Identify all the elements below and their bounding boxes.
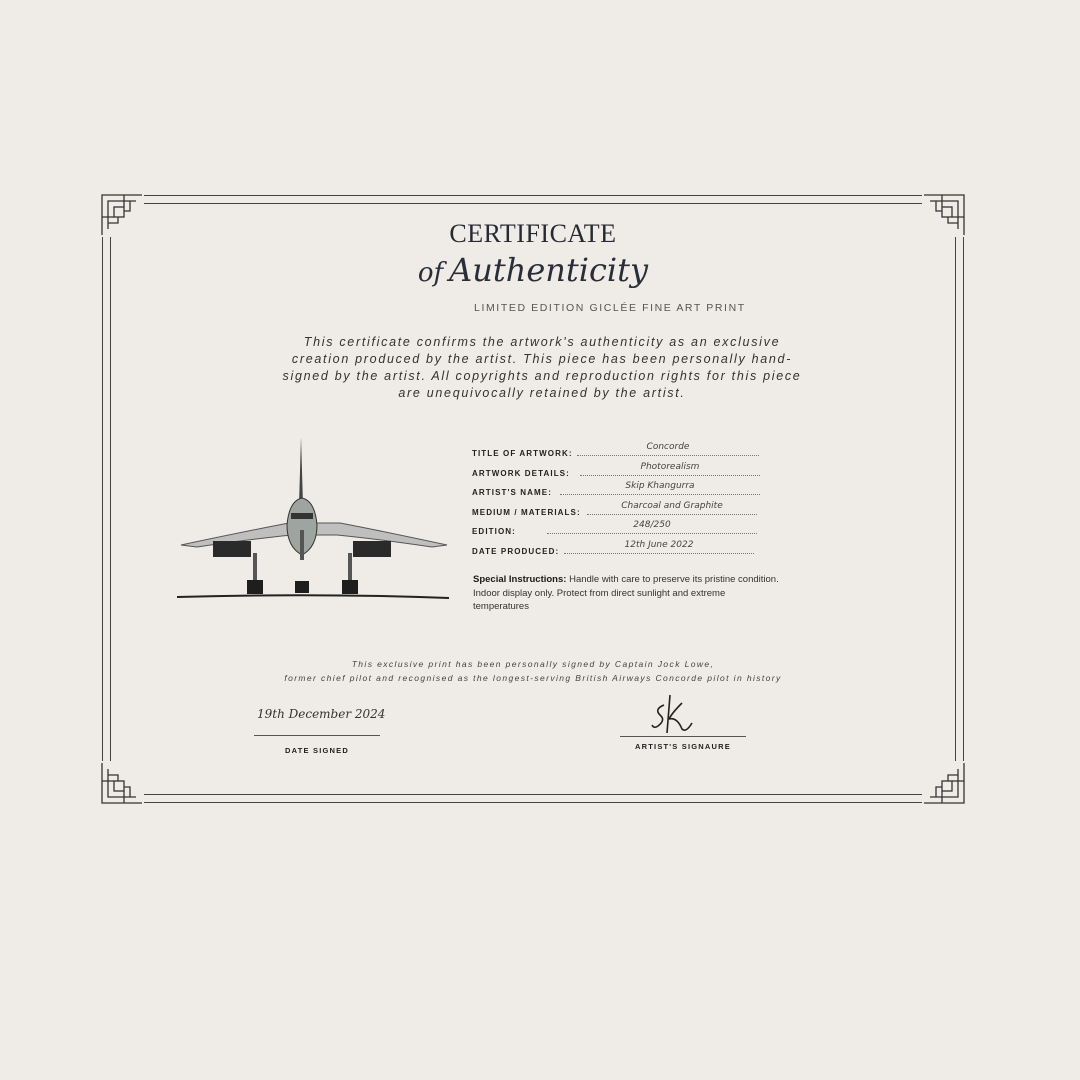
detail-value: Photorealism xyxy=(640,461,700,472)
date-signed-label: DATE SIGNED xyxy=(285,746,349,755)
detail-value: 248/250 xyxy=(633,520,671,530)
corner-ornament xyxy=(100,761,144,805)
subtitle-of: of xyxy=(417,258,444,288)
intro-paragraph: This certificate confirms the artwork's authenticity as an exclusive creation produced by the artist. This piece has been personally hand-signed by the artist. All copyrights and reproduction rights for this piece are unequivocally retained by the artist. xyxy=(282,335,802,400)
detail-line xyxy=(547,533,757,534)
detail-label: MEDIUM / MATERIALS: xyxy=(472,507,581,517)
detail-label: DATE PRODUCED: xyxy=(472,546,560,556)
date-signed-value: 19th December 2024 xyxy=(257,707,386,721)
detail-label: ARTWORK DETAILS: xyxy=(472,468,570,478)
signature-label: ARTIST'S SIGNAURE xyxy=(635,742,731,751)
signature-note xyxy=(102,657,964,685)
special-instructions xyxy=(473,573,783,614)
detail-row xyxy=(472,541,772,561)
certificate xyxy=(102,195,964,803)
detail-label: ARTIST'S NAME: xyxy=(472,488,552,497)
detail-line xyxy=(577,455,759,456)
detail-row xyxy=(472,502,772,522)
detail-value: Concorde xyxy=(646,442,690,452)
detail-label: EDITION: xyxy=(472,527,516,536)
edition-type: LIMITED EDITION GICLÉE FINE ART PRINT xyxy=(474,302,746,314)
signature-note-line-2: former chief pilot and recognised as the longest-serving British Airways Concorde pilot in history xyxy=(284,673,782,683)
certificate-title: CERTIFICATE xyxy=(449,219,617,248)
date-signed-line xyxy=(254,735,380,736)
artist-signature xyxy=(650,693,695,735)
corner-ornament xyxy=(922,761,966,805)
detail-row xyxy=(472,463,772,483)
signature-note-line-1: This exclusive print has been personally signed by Captain Jock Lowe, xyxy=(351,659,715,669)
special-instructions-label: Special Instructions: xyxy=(473,574,567,585)
detail-row xyxy=(472,443,772,463)
detail-value: Skip Khangurra xyxy=(625,481,695,491)
detail-line xyxy=(587,514,757,515)
subtitle-main: Authenticity xyxy=(449,251,649,289)
certificate-subtitle xyxy=(102,251,964,289)
detail-line xyxy=(580,475,760,476)
concorde-drawing xyxy=(177,435,452,605)
detail-row xyxy=(472,482,772,502)
detail-value: 12th June 2022 xyxy=(624,539,694,550)
detail-line xyxy=(564,553,754,554)
detail-label: TITLE OF ARTWORK: xyxy=(472,449,573,458)
detail-row xyxy=(472,521,772,541)
detail-line xyxy=(560,494,760,495)
signature-line xyxy=(620,736,746,737)
details-list xyxy=(472,443,772,560)
special-instructions-text: Handle with care to preserve its pristine condition. Indoor display only. Protect from direct sunlight and extreme temperatures xyxy=(473,574,779,612)
detail-value: Charcoal and Graphite xyxy=(621,500,723,511)
